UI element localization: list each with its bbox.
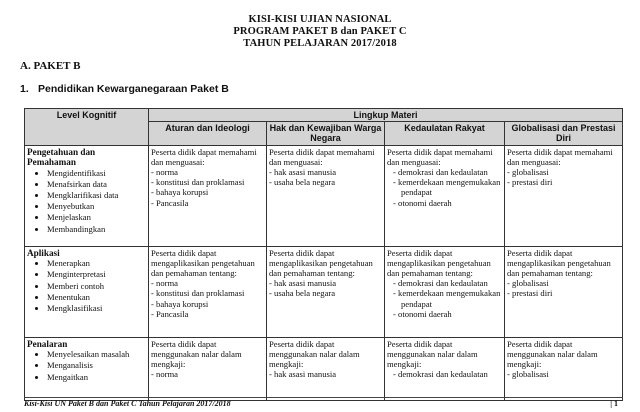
list-item: - Pancasila <box>151 198 264 208</box>
header-line-2: PROGRAM PAKET B dan PAKET C <box>233 26 407 37</box>
list-item: - hak asasi manusia <box>269 278 382 288</box>
materi-cell <box>385 145 505 246</box>
level-name: Aplikasi <box>27 247 60 258</box>
level-cell <box>25 337 149 400</box>
materi-cell <box>267 337 385 400</box>
topic-list <box>269 167 382 187</box>
list-item: - globalisasi <box>507 167 620 177</box>
topic-list <box>151 369 264 379</box>
cell-intro: Peserta didik dapat memahami dan menguasai: <box>387 146 493 167</box>
level-cell <box>25 145 149 246</box>
list-item: - globalisasi <box>507 369 620 379</box>
verb-list <box>27 258 146 314</box>
list-item: - otonomi daerah <box>387 198 502 208</box>
materi-cell <box>149 145 267 246</box>
list-item: - norma <box>151 369 264 379</box>
column-header: Kedaulatan Rakyat <box>385 122 505 145</box>
list-item: • Membandingkan <box>47 224 146 235</box>
topic-list <box>269 369 382 379</box>
list-item: - demokrasi dan kedaulatan <box>387 369 502 379</box>
cell-intro: Peserta didik dapat memahami dan menguasai: <box>507 146 613 167</box>
topic-list <box>269 278 382 298</box>
column-header: Globalisasi dan Prestasi Diri <box>505 122 623 145</box>
page-header <box>0 14 640 50</box>
list-item: • Menyebutkan <box>47 201 146 212</box>
footer-text: Kisi-Kisi UN Paket B dan Paket C Tahun Pelajaran 2017/2018 <box>24 399 231 408</box>
cell-intro: Peserta didik dapat mengaplikasikan pengetahuan dan pemahaman tentang: <box>269 247 373 279</box>
topic-list <box>507 278 620 298</box>
materi-cell <box>149 337 267 400</box>
kisi-kisi-table <box>24 108 623 401</box>
materi-cell <box>385 246 505 337</box>
level-name: Penalaran <box>27 338 68 349</box>
list-item: - usaha bela negara <box>269 288 382 298</box>
cell-intro: Peserta didik dapat mengaplikasikan pengetahuan dan pemahaman tentang: <box>151 247 255 279</box>
topic-list <box>151 167 264 208</box>
topic-list <box>387 278 502 319</box>
topic-list <box>387 167 502 208</box>
list-item: - prestasi diri <box>507 177 620 187</box>
list-item: - konstitusi dan proklamasi <box>151 177 264 187</box>
subsection-name: Pendidikan Kewarganegaraan Paket B <box>38 83 229 95</box>
list-item: - norma <box>151 167 264 177</box>
list-item: - demokrasi dan kedaulatan <box>387 167 502 177</box>
column-header: Hak dan Kewajiban Warga Negara <box>267 122 385 145</box>
cell-intro: Peserta didik dapat mengaplikasikan pengetahuan dan pemahaman tentang: <box>507 247 611 279</box>
materi-cell <box>505 246 623 337</box>
list-item: - demokrasi dan kedaulatan <box>387 278 502 288</box>
materi-cell <box>385 337 505 400</box>
list-item: • Menyelesaikan masalah <box>47 349 146 360</box>
cell-intro: Peserta didik dapat menggunakan nalar dalam mengkaji: <box>269 338 360 370</box>
header-line-3: TAHUN PELAJARAN 2017/2018 <box>243 38 397 49</box>
section-title: A. PAKET B <box>20 60 81 72</box>
cell-intro: Peserta didik dapat mengaplikasikan pengetahuan dan pemahaman tentang: <box>387 247 491 279</box>
topic-list <box>507 167 620 187</box>
list-item: • Menginterpretasi <box>47 269 146 280</box>
subsection-title <box>20 83 229 95</box>
materi-cell <box>267 145 385 246</box>
list-item: • Mengaitkan <box>47 372 146 383</box>
list-item: • Menganalisis <box>47 360 146 371</box>
topic-list <box>387 369 502 379</box>
materi-cell <box>149 246 267 337</box>
table-row <box>25 145 623 246</box>
level-name: Pengetahuan dan Pemahaman <box>27 146 96 168</box>
cell-intro: Peserta didik dapat menggunakan nalar dalam mengkaji: <box>507 338 598 370</box>
table-row <box>25 246 623 337</box>
list-item: - usaha bela negara <box>269 177 382 187</box>
page-number: | 1 <box>610 399 618 408</box>
list-item: - norma <box>151 278 264 288</box>
page-footer <box>24 397 622 408</box>
list-item: - bahaya korupsi <box>151 187 264 197</box>
subsection-number: 1. <box>20 83 29 95</box>
materi-cell <box>267 246 385 337</box>
list-item: - kemerdekaan mengemukakan pendapat <box>387 177 502 197</box>
list-item: • Mengklarifikasi data <box>47 190 146 201</box>
list-item: • Mengklasifikasi <box>47 303 146 314</box>
list-item: • Menentukan <box>47 292 146 303</box>
topic-list <box>151 278 264 319</box>
cell-intro: Peserta didik dapat menggunakan nalar dalam mengkaji: <box>151 338 242 370</box>
list-item: • Menafsirkan data <box>47 179 146 190</box>
header-line-1: KISI-KISI UJIAN NASIONAL <box>248 14 392 25</box>
cell-intro: Peserta didik dapat menggunakan nalar dalam mengkaji: <box>387 338 478 370</box>
level-kognitif-header: Level Kognitif <box>25 109 149 146</box>
verb-list <box>27 349 146 383</box>
list-item: • Memberi contoh <box>47 281 146 292</box>
list-item: - hak asasi manusia <box>269 167 382 177</box>
cell-intro: Peserta didik dapat memahami dan menguasai: <box>151 146 257 167</box>
list-item: - otonomi daerah <box>387 309 502 319</box>
list-item: • Mengidentifikasi <box>47 168 146 179</box>
list-item: - hak asasi manusia <box>269 369 382 379</box>
cell-intro: Peserta didik dapat memahami dan menguasai: <box>269 146 375 167</box>
materi-cell <box>505 337 623 400</box>
list-item: - globalisasi <box>507 278 620 288</box>
level-cell <box>25 246 149 337</box>
list-item: - Pancasila <box>151 309 264 319</box>
list-item: • Menerapkan <box>47 258 146 269</box>
verb-list <box>27 168 146 235</box>
topic-list <box>507 369 620 379</box>
column-header: Aturan dan Ideologi <box>149 122 267 145</box>
list-item: • Menjelaskan <box>47 212 146 223</box>
list-item: - konstitusi dan proklamasi <box>151 288 264 298</box>
list-item: - bahaya korupsi <box>151 299 264 309</box>
list-item: - prestasi diri <box>507 288 620 298</box>
table-row <box>25 337 623 400</box>
materi-cell <box>505 145 623 246</box>
lingkup-materi-header: Lingkup Materi <box>149 109 623 122</box>
list-item: - kemerdekaan mengemukakan pendapat <box>387 288 502 308</box>
